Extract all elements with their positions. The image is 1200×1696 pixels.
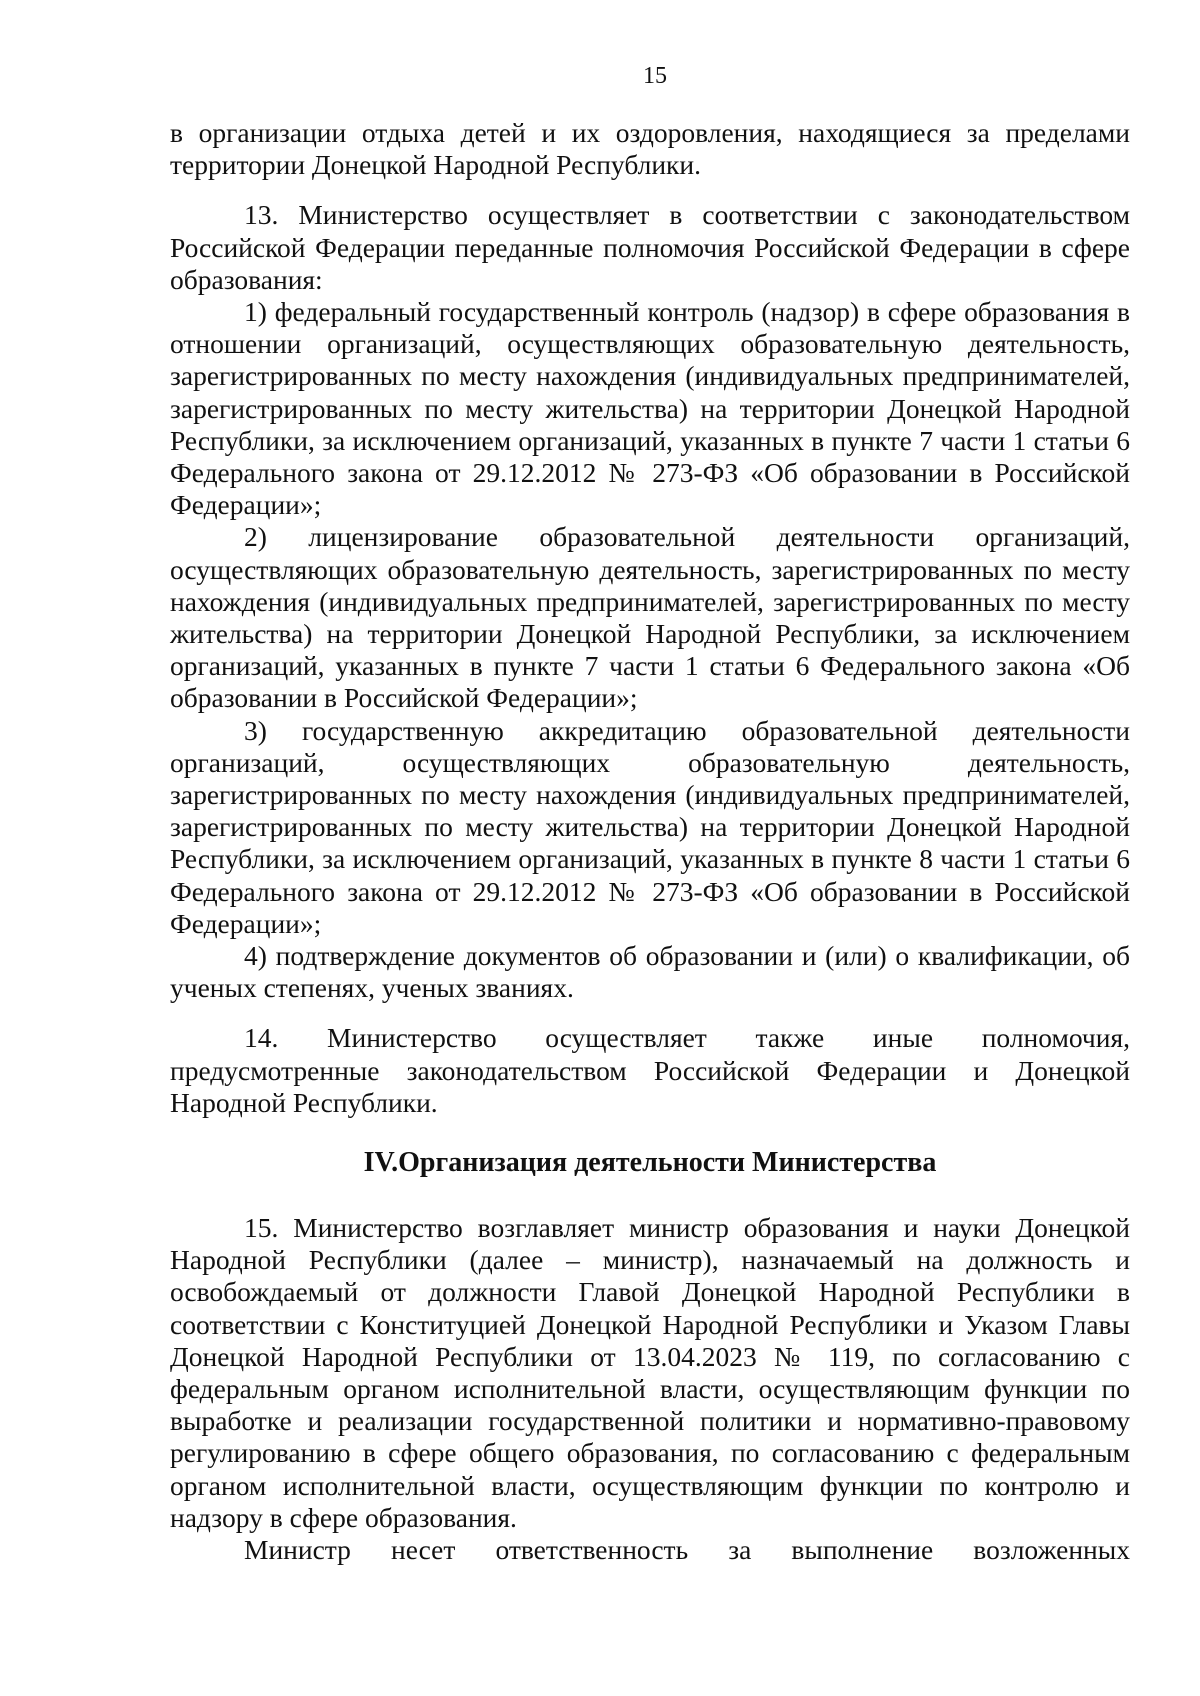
section-heading: IV.Организация деятельности Министерства <box>363 1147 937 1178</box>
list-item-4: 4) подтверждение документов об образовании и (или) о квалификации, об ученых степенях, ученых званиях. <box>170 940 1130 1004</box>
paragraph-14: 14. Министерство осуществляет также иные полномочия, предусмотренные законодательством Российской Федерации и Донецкой Народной Республики. <box>170 1022 1130 1118</box>
list-item-1: 1) федеральный государственный контроль (надзор) в сфере образования в отношении организаций, осуществляющих образовательную деятельность, зарегистрированных по месту нахождения (индивидуальных предпринимателей, зарегистрированных по месту жительства) на территории Донецкой Народной Республики, за исключением организаций, указанных в пункте 7 части 1 статьи 6 Федерального закона от 29.12.2012 № 273-ФЗ «Об образовании в Российской Федерации»; <box>170 296 1130 521</box>
paragraph-minister: Министр несет ответственность за выполнение возложенных <box>244 1534 1130 1566</box>
list-item-3: 3) государственную аккредитацию образовательной деятельности организаций, осуществляющих образовательную деятельность, зарегистрированных по месту нахождения (индивидуальных предпринимателей, зарегистрированных по месту жительства) на территории Донецкой Народной Республики, за исключением организаций, указанных в пункте 8 части 1 статьи 6 Федерального закона от 29.12.2012 № 273-ФЗ «Об образовании в Российской Федерации»; <box>170 714 1130 939</box>
paragraph-13: 13. Министерство осуществляет в соответствии с законодательством Российской Федерации переданные полномочия Российской Федерации в сфере образования: <box>170 199 1130 295</box>
list-item-2: 2) лицензирование образовательной деятельности организаций, осуществляющих образовательную деятельность, зарегистрированных по месту нахождения (индивидуальных предпринимателей, зарегистрированных по месту жительства) на территории Донецкой Народной Республики, за исключением организаций, указанных в пункте 7 части 1 статьи 6 Федерального закона «Об образовании в Российской Федерации»; <box>170 521 1130 714</box>
text-block-lower <box>170 1212 1130 1566</box>
paragraph-continuation: в организации отдыха детей и их оздоровления, находящиеся за пределами территории Донецкой Народной Республики. <box>170 117 1130 181</box>
text-block-upper <box>170 117 1130 1119</box>
page-number: 15 <box>643 63 667 89</box>
paragraph-15: 15. Министерство возглавляет министр образования и науки Донецкой Народной Республики (далее – министр), назначаемый на должность и освобождаемый от должности Главой Донецкой Народной Республики в соответствии с Конституцией Донецкой Народной Республики и Указом Главы Донецкой Народной Республики от 13.04.2023 № 119, по согласованию с федеральным органом исполнительной власти, осуществляющим функции по выработке и реализации государственной политики и нормативно-правовому регулированию в сфере общего образования, по согласованию с федеральным органом исполнительной власти, осуществляющим функции по контролю и надзору в сфере образования. <box>170 1212 1130 1533</box>
